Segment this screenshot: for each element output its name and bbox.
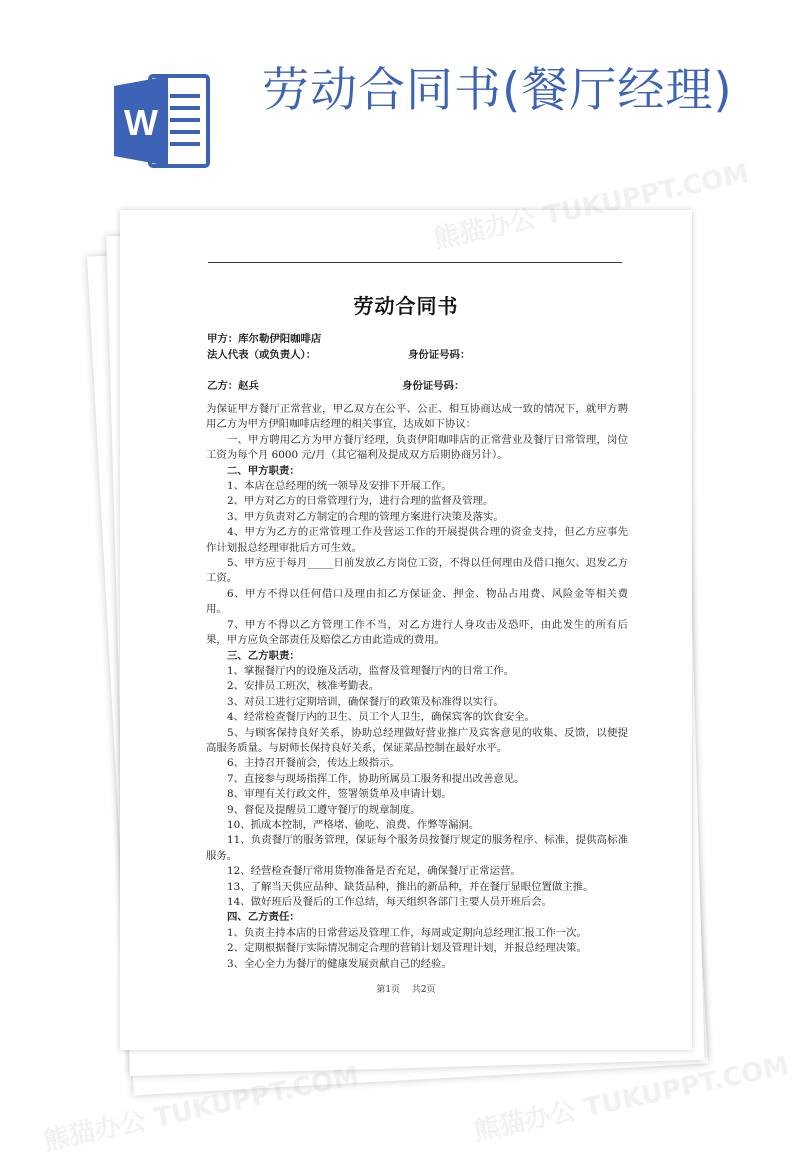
contract-paragraph: 10、抓成本控制，严格堵、偷吃、浪费、作弊等漏洞。 bbox=[227, 818, 480, 831]
watermark: 熊猫办公 TUKUPPT.COM bbox=[40, 1060, 362, 1158]
contract-paragraph: 6、甲方不得以任何借口及理由扣乙方保证金、押金、物品占用费、风险金等相关费用。 bbox=[206, 587, 628, 616]
document-title-heading: 劳动合同书(餐厅经理) bbox=[262, 63, 733, 118]
contract-paragraph: 7、甲方不得以乙方管理工作不当，对乙方进行人身攻击及恐吓，由此发生的所有后果，甲方应负全部责任及赔偿乙方由此造成的费用。 bbox=[206, 618, 628, 647]
contract-paragraph: 3、全心全力为餐厅的健康发展贡献自己的经验。 bbox=[227, 957, 452, 970]
contract-body bbox=[206, 402, 628, 972]
header-rule bbox=[208, 262, 622, 263]
contract-paragraph: 5、甲方应于每月_____日前发放乙方岗位工资，不得以任何理由及借口拖欠、迟发乙方工资。 bbox=[206, 557, 628, 585]
contract-paragraph: 4、甲方为乙方的正常管理工作及营运工作的开展提供合理的资金支持，但乙方应事先作计划报总经理审批后方可生效。 bbox=[206, 526, 628, 554]
page-number: 第1页 共2页 bbox=[376, 985, 436, 995]
section-heading: 四、乙方责任： bbox=[227, 911, 300, 924]
section-heading: 二、甲方职责： bbox=[227, 464, 300, 477]
party-a: 甲方：库尔勒伊阳咖啡店 bbox=[207, 333, 322, 345]
contract-paragraph: 3、甲方负责对乙方制定的合理的管理方案进行决策及落实。 bbox=[227, 510, 504, 523]
party-b: 乙方：赵兵 bbox=[207, 380, 259, 392]
document-page bbox=[120, 210, 692, 1050]
svg-text:W: W bbox=[124, 102, 158, 143]
contract-paragraph: 1、本店在总经理的统一领导及安排下开展工作。 bbox=[227, 480, 452, 493]
contract-paragraph: 3、对员工进行定期培训，确保餐厅的政策及标准得以实行。 bbox=[227, 695, 504, 708]
party-b-id-number: 身份证号码： bbox=[402, 380, 465, 392]
contract-paragraph: 8、审理有关行政文件，签署领货单及申请计划。 bbox=[227, 788, 452, 801]
legal-representative: 法人代表（或负责人）： bbox=[207, 349, 317, 361]
contract-paragraph: 2、定期根据餐厅实际情况制定合理的营销计划及管理计划，并报总经理决策。 bbox=[227, 942, 587, 955]
contract-paragraph: 2、甲方对乙方的日常管理行为，进行合理的监督及管理。 bbox=[227, 495, 494, 508]
contract-paragraph: 13、了解当天供应品种、缺货品种，推出的新品种，并在餐厅显眼位置做主推。 bbox=[227, 880, 594, 893]
watermark: 熊猫办公 TUKUPPT.COM bbox=[470, 1050, 792, 1148]
contract-paragraph: 9、督促及提醒员工遵守餐厅的规章制度。 bbox=[227, 803, 421, 816]
contract-paragraph: 2、安排员工班次，核准考勤表。 bbox=[227, 680, 380, 693]
contract-title: 劳动合同书 bbox=[353, 294, 459, 318]
contract-paragraph: 14、做好班后及餐后的工作总结，每天组织各部门主要人员开班后会。 bbox=[227, 896, 552, 908]
contract-paragraph: 为保证甲方餐厅正常营业，甲乙双方在公平、公正、相互协商达成一致的情况下，就甲方聘用乙方为甲方伊阳咖啡店经理的相关事宜，达成如下协议： bbox=[206, 403, 628, 431]
party-a-id-number: 身份证号码： bbox=[408, 349, 471, 361]
contract-paragraph: 一、甲方聘用乙方为甲方餐厅经理，负责伊阳咖啡店的正常营业及餐厅日常管理，岗位工资为每个月 6000 元/月（其它福利及提成双方后期协商另计）。 bbox=[206, 433, 628, 462]
contract-paragraph: 11、负责餐厅的服务管理，保证每个服务员按餐厅规定的服务程序、标准，提供高标准服务。 bbox=[206, 834, 628, 862]
contract-paragraph: 7、直接参与现场指挥工作，协助所属员工服务和提出改善意见。 bbox=[227, 772, 525, 785]
watermark: 熊猫办公 TUKUPPT.COM bbox=[430, 158, 752, 256]
contract-paragraph: 1、掌握餐厅内的设施及活动，监督及管理餐厅内的日常工作。 bbox=[227, 664, 515, 677]
word-document-icon bbox=[112, 72, 212, 170]
contract-paragraph: 1、负责主持本店的日常营运及管理工作，每周或定期向总经理汇报工作一次。 bbox=[227, 926, 587, 939]
section-heading: 三、乙方职责： bbox=[227, 649, 300, 662]
contract-paragraph: 4、经常检查餐厅内的卫生、员工个人卫生，确保宾客的饮食安全。 bbox=[227, 711, 535, 724]
contract-paragraph: 6、主持召开餐前会，传达上级指示。 bbox=[227, 757, 400, 770]
contract-paragraph: 5、与顾客保持良好关系，协助总经理做好营业推广及宾客意见的收集、反馈，以便提高服务质量。与厨师长保持良好关系，保证菜品控制在最好水平。 bbox=[206, 726, 628, 754]
contract-paragraph: 12、经营检查餐厅常用货物准备是否充足，确保餐厅正常运营。 bbox=[227, 865, 521, 878]
